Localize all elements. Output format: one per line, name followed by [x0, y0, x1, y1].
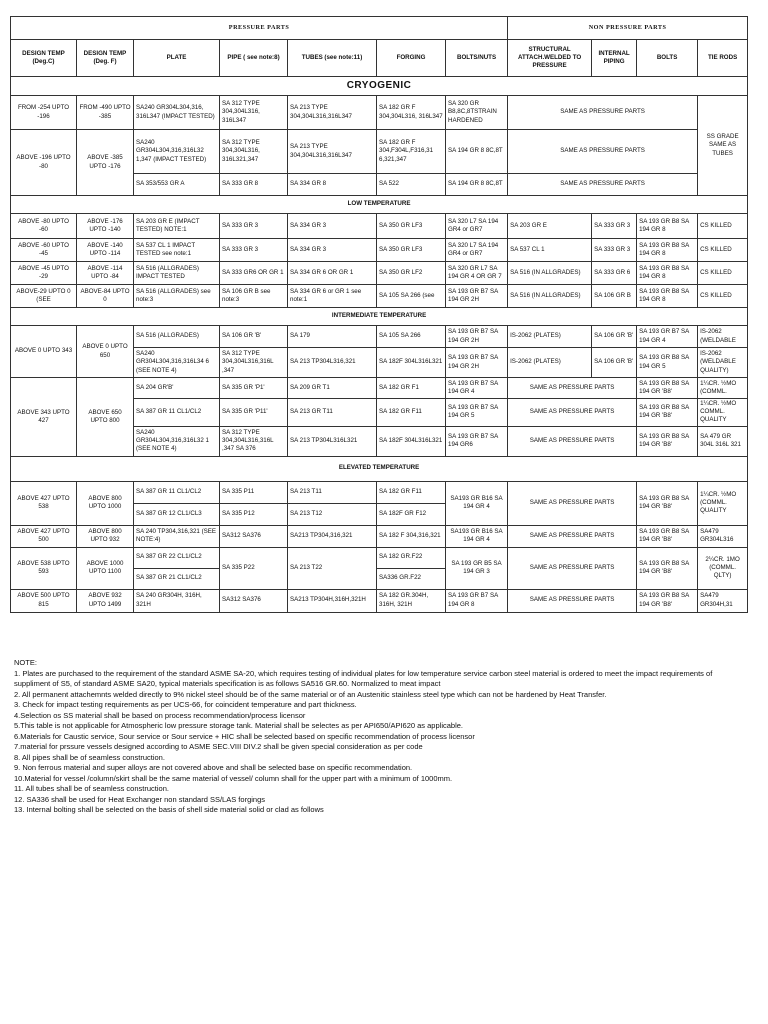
- table-cell: SA 193 GR B7 SA 194 GR6: [446, 426, 508, 456]
- table-cell: SA312 SA376: [220, 525, 288, 547]
- table-cell: SAME AS PRESSURE PARTS: [508, 96, 698, 130]
- table-row: [11, 378, 748, 399]
- table-cell: SA 182 F 304,316,321: [377, 525, 446, 547]
- table-row: [11, 239, 748, 262]
- table-cell: SA 334 GR 6 OR GR 1: [288, 262, 377, 285]
- note-item: 7.material for prssure vessels designed according to ASME SEC.VIII DIV.2 shall be given special consideration as per code: [14, 742, 423, 751]
- table-cell: 1¼CR. ½MO COMML. QUALITY: [698, 399, 748, 427]
- section-elevated-temperature: ELEVATED TEMPERATURE: [11, 456, 748, 481]
- section-row: [11, 456, 748, 481]
- table-cell: SA 209 GR T1: [288, 378, 377, 399]
- table-cell: IS-2062 (WELDABLE: [698, 326, 748, 348]
- table-cell: SA 179: [288, 326, 377, 348]
- table-cell: SAME AS PRESSURE PARTS: [508, 426, 637, 456]
- table-cell: SA 387 GR 11 CL1/CL2: [134, 481, 220, 503]
- table-cell: SA 320 GR L7 SA 194 GR 4 OR GR 7: [446, 262, 508, 285]
- table-cell: SA 333 GR 3: [592, 239, 637, 262]
- table-cell: SA 193 GR B7 SA 194 GR 8: [446, 589, 508, 612]
- table-cell: ABOVE 0 UPTO 650: [77, 326, 134, 378]
- table-cell: SA240 GR304L304,316,316L32 1 (SEE NOTE 4): [134, 426, 220, 456]
- header-plate: PLATE: [134, 40, 220, 77]
- table-cell: SA 335 P11: [220, 481, 288, 503]
- table-cell: SA 193 GR B7 SA 194 GR 2H: [446, 348, 508, 378]
- table-cell: SA 182 GR F 304,304L316, 316L347: [377, 96, 446, 130]
- table-cell: SA 335 P12: [220, 503, 288, 525]
- table-cell: SA 312 TYPE 304,304L316,316L ,347: [220, 348, 288, 378]
- table-cell: SA479 GR304L316: [698, 525, 748, 547]
- table-cell: SA 516 (ALLGRADES): [134, 326, 220, 348]
- table-cell: SA240 GR304L304,316,316L32 1,347 (IMPACT TESTED): [134, 130, 220, 174]
- table-cell: SA 350 GR LF2: [377, 262, 446, 285]
- group-header-row: [11, 17, 748, 40]
- table-cell: ABOVE 538 UPTO 593: [11, 547, 77, 589]
- table-cell: SA 334 GR 6 or GR 1 see note:1: [288, 285, 377, 308]
- table-cell: SA 335 P22: [220, 547, 288, 589]
- note-item: 8. All pipes shall be of seamless construction.: [14, 752, 165, 762]
- table-cell: ABOVE-29 UPTO 0 (SEE: [11, 285, 77, 308]
- table-cell: SA 193 GR B8 SA 194 GR 'B8': [637, 481, 698, 525]
- table-cell: SA 182 GR F1: [377, 378, 446, 399]
- table-cell: SA 182F 304L316L321: [377, 426, 446, 456]
- table-row: [11, 547, 748, 568]
- table-cell: SA 193 GR B8 SA 194 GR 8: [637, 214, 698, 239]
- table-cell: CS KILLED: [698, 285, 748, 308]
- table-row: [11, 130, 748, 174]
- table-cell: SAME AS PRESSURE PARTS: [508, 481, 637, 525]
- table-cell: ABOVE -60 UPTO -45: [11, 239, 77, 262]
- table-cell: ABOVE 1000 UPTO 1100: [77, 547, 134, 589]
- table-cell: SA 213 TYPE 304,304L316,316L347: [288, 96, 377, 130]
- table-cell: SA 320 L7 SA 194 GR4 or GR7: [446, 239, 508, 262]
- table-cell: SA 182 GR.F22: [377, 547, 446, 568]
- table-cell: SA 240 GR304H, 316H, 321H: [134, 589, 220, 612]
- table-row: [11, 285, 748, 308]
- table-cell: SA 193 GR B8 SA 194 GR 'B8': [637, 378, 698, 399]
- note-item: 1. Plates are purchased to the requirement of the standard ASME SA-20, which requires testing of individual plates for low temperature service carbon steel material is ordered to meet the impact requirements of suppliment of S5, of standard ASME SA20, typical materials specification is as follows SA516 GR.60. Normalized to meat impact: [14, 668, 713, 688]
- table-cell: 1¼CR. ½MO (COMML. QUALITY: [698, 481, 748, 525]
- table-cell: SA 193 GR B8 SA 194 GR 5: [637, 348, 698, 378]
- note-item: 2. All permanent attachemnts welded directly to 9% nickel steel should be of the same material or of an Austenitic stainless steel type which can not be hardened by Heat Transfer.: [14, 689, 607, 699]
- table-cell: ABOVE 800 UPTO 1000: [77, 481, 134, 525]
- table-cell: ABOVE 0 UPTO 343: [11, 326, 77, 378]
- notes-title: NOTE:: [14, 658, 37, 667]
- table-cell: SA 106 GR 'B': [592, 348, 637, 378]
- table-cell: SA 182 GR.304H, 316H, 321H: [377, 589, 446, 612]
- table-cell: SA 203 GR E (IMPACT TESTED) NOTE:1: [134, 214, 220, 239]
- table-cell: SA 334 GR 8: [288, 174, 377, 196]
- table-cell: ABOVE 650 UPTO 800: [77, 378, 134, 457]
- table-cell: SA 193 GR B8 SA 194 GR 'B8': [637, 426, 698, 456]
- table-cell: SA193 GR B16 SA 194 GR 4: [446, 481, 508, 525]
- table-row: [11, 96, 748, 130]
- note-item: 10.Material for vessel /column/skirt shall be the same material of vessel/ column shall for the upper part with a minimum of 1000mm.: [14, 773, 453, 783]
- note-item: 3. Check for impact testing requirements as per UCS-66, for coincident temperature and part thickness.: [14, 700, 357, 709]
- table-cell: FROM -254 UPTO -196: [11, 96, 77, 130]
- table-cell: SA 193 GR B8 SA 194 GR 8: [637, 239, 698, 262]
- table-cell: SA 516 (ALLGRADES) IMPACT TESTED: [134, 262, 220, 285]
- table-cell: CS KILLED: [698, 239, 748, 262]
- section-row: [11, 77, 748, 96]
- table-cell: SA 105 SA 266 (see: [377, 285, 446, 308]
- table-cell: SAME AS PRESSURE PARTS: [508, 525, 637, 547]
- table-cell: SA 333 GR6 OR GR 1: [220, 262, 288, 285]
- table-cell: SA 335 GR 'P11': [220, 399, 288, 427]
- table-cell: SA 213 T11: [288, 481, 377, 503]
- table-cell: SA 106 GR B: [592, 285, 637, 308]
- table-cell: SA 240 TP304,316,321 (SEE NOTE:4): [134, 525, 220, 547]
- table-cell: SA240 GR304L304,316, 316L347 (IMPACT TESTED): [134, 96, 220, 130]
- table-cell: ABOVE-84 UPTO 0: [77, 285, 134, 308]
- table-cell: SA240 GR304L304,316,316L34 6 (SEE NOTE 4): [134, 348, 220, 378]
- table-cell: SA 182 GR F11: [377, 399, 446, 427]
- note-item: 13. Internal bolting shall be selected on the basis of shell side material solid or clad as follows: [14, 805, 324, 814]
- table-cell: SA 193 GR B7 SA 194 GR 2H: [446, 326, 508, 348]
- table-cell: SA 213 TP304L316L321: [288, 426, 377, 456]
- header-design-temp-f: DESIGN TEMP (Deg. F): [77, 40, 134, 77]
- table-cell: SA 106 GR 'B': [220, 326, 288, 348]
- table-cell: ABOVE -114 UPTO -84: [77, 262, 134, 285]
- column-header-row: [11, 40, 748, 77]
- table-cell: CS KILLED: [698, 214, 748, 239]
- table-cell: SA 516 (IN ALLGRADES): [508, 285, 592, 308]
- table-cell: SS GRADE SAME AS TUBES: [698, 96, 748, 196]
- table-cell: SAME AS PRESSURE PARTS: [508, 378, 637, 399]
- table-cell: SA 105 SA 266: [377, 326, 446, 348]
- table-cell: SA 334 GR 3: [288, 214, 377, 239]
- header-internal-piping: INTERNAL PIPING: [592, 40, 637, 77]
- table-cell: SA 537 CL 1 IMPACT TESTED see note:1: [134, 239, 220, 262]
- table-cell: ABOVE 427 UPTO 538: [11, 481, 77, 525]
- table-cell: SAME AS PRESSURE PARTS: [508, 547, 637, 589]
- table-cell: IS-2062 (PLATES): [508, 326, 592, 348]
- table-cell: SA 213 GR T11: [288, 399, 377, 427]
- table-cell: ABOVE -45 UPTO -29: [11, 262, 77, 285]
- table-cell: SA 312 TYPE 304,304L316, 316L347: [220, 96, 288, 130]
- notes-section: [14, 658, 749, 816]
- table-cell: SA 516 (IN ALLGRADES): [508, 262, 592, 285]
- table-cell: SA 182 GR F11: [377, 481, 446, 503]
- table-cell: SA 194 GR 8 8C,8T: [446, 130, 508, 174]
- table-cell: ABOVE 800 UPTO 932: [77, 525, 134, 547]
- table-cell: SA 203 GR E: [508, 214, 592, 239]
- table-cell: SA 333 GR 3: [220, 239, 288, 262]
- table-cell: SA 479 GR 304L 316L 321: [698, 426, 748, 456]
- note-item: 6.Materials for Caustic service, Sour service or Sour service + HIC shall be selected based on specific recommendation of process licensor: [14, 731, 475, 741]
- table-cell: CS KILLED: [698, 262, 748, 285]
- note-item: 4.Selection os SS material shall be based on process recommendation/process licensor: [14, 710, 306, 720]
- table-cell: SA 213 TP304L316,321: [288, 348, 377, 378]
- table-cell: SA 516 (ALLGRADES) see note:3: [134, 285, 220, 308]
- table-cell: SAME AS PRESSURE PARTS: [508, 174, 698, 196]
- table-cell: SA336 GR.F22: [377, 568, 446, 589]
- table-cell: SA 182F GR F12: [377, 503, 446, 525]
- pressure-parts-title: PRESSURE PARTS: [11, 17, 508, 40]
- table-cell: SA 312 TYPE 304,304L316,316L ,347 SA 376: [220, 426, 288, 456]
- table-cell: SA312 SA376: [220, 589, 288, 612]
- table-cell: SAME AS PRESSURE PARTS: [508, 399, 637, 427]
- table-cell: SA479 GR304H,31: [698, 589, 748, 612]
- table-row: [11, 326, 748, 348]
- table-cell: SA193 GR B16 SA 194 GR 4: [446, 525, 508, 547]
- table-cell: SA 193 GR B7 SA 194 GR 2H: [446, 285, 508, 308]
- table-cell: SA 522: [377, 174, 446, 196]
- table-cell: SA213 TP304H,316H,321H: [288, 589, 377, 612]
- table-cell: ABOVE -176 UPTO -140: [77, 214, 134, 239]
- table-cell: SA 193 GR B7 SA 194 GR 5: [446, 399, 508, 427]
- material-selection-sheet: [10, 16, 747, 613]
- header-pipe: PIPE ( see note:8): [220, 40, 288, 77]
- table-cell: SA 334 GR 3: [288, 239, 377, 262]
- table-cell: SA 333 GR 6: [592, 262, 637, 285]
- table-cell: SA 387 GR 22 CL1/CL2: [134, 547, 220, 568]
- header-tubes: TUBES (see note:11): [288, 40, 377, 77]
- note-item: 9. Non ferrous material and super alloys are not covered above and shall be selected base on specific recommendation.: [14, 763, 413, 772]
- table-cell: ABOVE 500 UPTO 815: [11, 589, 77, 612]
- table-cell: SA 106 GR B see note:3: [220, 285, 288, 308]
- table-cell: SA 193 GR B5 SA 194 GR 3: [446, 547, 508, 589]
- table-cell: SA 193 GR B8 SA 194 GR 'B8': [637, 525, 698, 547]
- table-cell: SA 213 T12: [288, 503, 377, 525]
- table-cell: ABOVE -140 UPTO -114: [77, 239, 134, 262]
- table-cell: SA 335 GR 'P1': [220, 378, 288, 399]
- table-cell: SA213 TP304,316,321: [288, 525, 377, 547]
- header-forging: FORGING: [377, 40, 446, 77]
- table-cell: SA 193 GR B8 SA 194 GR 'B8': [637, 547, 698, 589]
- table-cell: SA 333 GR 3: [592, 214, 637, 239]
- header-design-temp-c: DESIGN TEMP (Deg.C): [11, 40, 77, 77]
- table-cell: ABOVE -385 UPTO -176: [77, 130, 134, 196]
- table-cell: SA 106 GR 'B': [592, 326, 637, 348]
- table-cell: SA 193 GR B7 SA 194 GR 4: [446, 378, 508, 399]
- note-item: 12. SA336 shall be used for Heat Exchanger non standard SS/LAS forgings: [14, 794, 265, 804]
- table-cell: SA 353/553 GR A: [134, 174, 220, 196]
- table-cell: FROM -490 UPTO -385: [77, 96, 134, 130]
- table-cell: SA 320 GR B8,8C,8TSTRAIN HARDENED: [446, 96, 508, 130]
- table-cell: ABOVE 427 UPTO 500: [11, 525, 77, 547]
- table-cell: SA 387 GR 12 CL1/CL3: [134, 503, 220, 525]
- table-cell: SA 320 L7 SA 194 GR4 or GR7: [446, 214, 508, 239]
- table-cell: SA 193 GR B7 SA 194 GR 4: [637, 326, 698, 348]
- non-pressure-parts-title: NON PRESSURE PARTS: [508, 17, 748, 40]
- table-cell: SA 182F 304L316L321: [377, 348, 446, 378]
- table-cell: SA 182 GR F 304,F304L,F316,31 6,321,347: [377, 130, 446, 174]
- table-cell: SA 193 GR B8 SA 194 GR 8: [637, 285, 698, 308]
- table-cell: IS-2062 (PLATES): [508, 348, 592, 378]
- table-cell: SA 312 TYPE 304,304L316, 316L321,347: [220, 130, 288, 174]
- table-cell: SA 333 GR 8: [220, 174, 288, 196]
- section-intermediate-temperature: INTERMEDIATE TEMPERATURE: [11, 308, 748, 326]
- table-cell: IS-2062 (WELDABLE QUALITY): [698, 348, 748, 378]
- table-row: [11, 525, 748, 547]
- section-cryogenic: CRYOGENIC: [11, 77, 748, 96]
- note-item: 11. All tubes shall be of seamless construction.: [14, 784, 169, 793]
- table-cell: SAME AS PRESSURE PARTS: [508, 589, 637, 612]
- table-cell: SA 193 GR B8 SA 194 GR 'B8': [637, 399, 698, 427]
- material-table: [10, 16, 748, 613]
- table-cell: SA 194 GR 8 8C,8T: [446, 174, 508, 196]
- note-item: 5.This table is not applicable for Atmospheric low pressure storage tank. Material shall be selectes as per API650/API620 as applicable.: [14, 721, 463, 730]
- table-cell: SA 537 CL 1: [508, 239, 592, 262]
- table-cell: ABOVE 343 UPTO 427: [11, 378, 77, 457]
- header-structural-attach: STRUCTURAL ATTACH.WELDED TO PRESSURE: [508, 40, 592, 77]
- table-cell: 2¼CR. 1MO (COMML. QLTY): [698, 547, 748, 589]
- table-cell: ABOVE -80 UPTO -60: [11, 214, 77, 239]
- table-cell: SA 350 GR LF3: [377, 239, 446, 262]
- header-bolts: BOLTS: [637, 40, 698, 77]
- section-low-temperature: LOW TEMPERATURE: [11, 196, 748, 214]
- table-row: [11, 481, 748, 503]
- table-cell: SAME AS PRESSURE PARTS: [508, 130, 698, 174]
- table-cell: ABOVE -196 UPTO -80: [11, 130, 77, 196]
- section-row: [11, 308, 748, 326]
- header-bolts-nuts: BOLTS/NUTS: [446, 40, 508, 77]
- section-row: [11, 196, 748, 214]
- table-row: [11, 589, 748, 612]
- table-cell: 1¼CR. ½MO (COMML.: [698, 378, 748, 399]
- table-cell: SA 350 GR LF3: [377, 214, 446, 239]
- table-cell: SA 333 GR 3: [220, 214, 288, 239]
- table-cell: SA 193 GR B8 SA 194 GR 8: [637, 262, 698, 285]
- header-tie-rods: TIE RODS: [698, 40, 748, 77]
- table-cell: SA 387 GR 21 CL1/CL2: [134, 568, 220, 589]
- table-cell: SA 213 TYPE 304,304L316,316L347: [288, 130, 377, 174]
- table-cell: SA 193 GR B8 SA 194 GR 'B8': [637, 589, 698, 612]
- table-row: [11, 214, 748, 239]
- table-cell: SA 387 GR 11 CL1/CL2: [134, 399, 220, 427]
- table-cell: SA 204 GR'B': [134, 378, 220, 399]
- table-cell: SA 213 T22: [288, 547, 377, 589]
- table-cell: ABOVE 932 UPTO 1499: [77, 589, 134, 612]
- table-row: [11, 262, 748, 285]
